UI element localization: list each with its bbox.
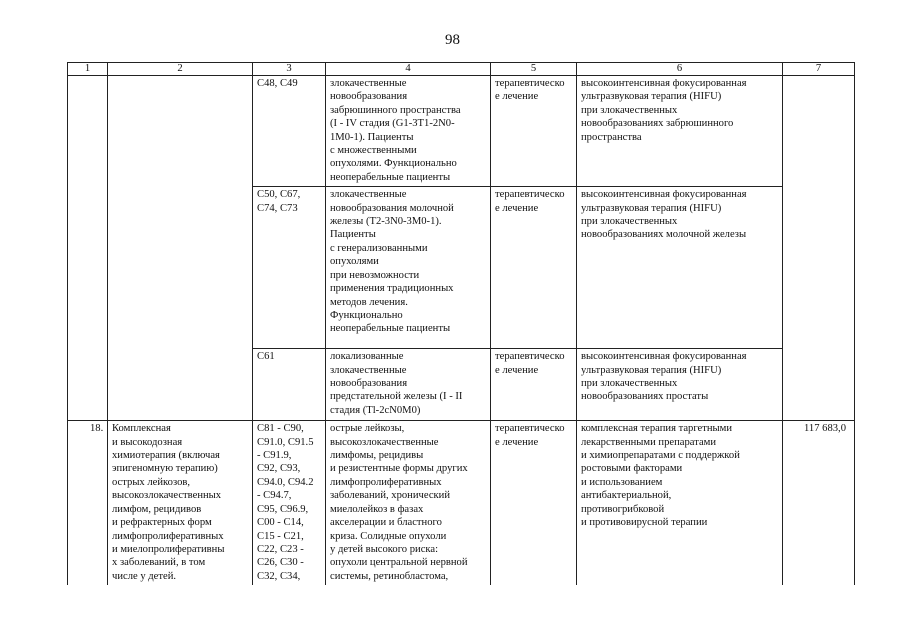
treatment-type-cell: терапевтическо е лечение xyxy=(491,76,577,187)
empty-cell xyxy=(783,76,855,421)
icd-codes-cell: C81 - C90, C91.0, C91.5 - C91.9, C92, C93, C94.0, C94.2 - C94.7, C95, C96.9, C00 - C14, C15 - C21, C22, C23 - C26, C30 - C32, C34, xyxy=(253,421,326,585)
service-name-cell: Комплексная и высокодозная химиотерапия (включая эпигеномную терапию) острых лейкозов, высокозлокачественных лимфом, рецидивов и рефрактерных форм лимфопролиферативных и миелопролиферативны х заболеваний, в том числе у детей. xyxy=(108,421,253,585)
column-number: 7 xyxy=(783,63,855,76)
column-number: 2 xyxy=(108,63,253,76)
diagnosis-cell: злокачественные новообразования забрюшинного пространства (I - IV стадия (G1-3T1-2N0- 1M0-1). Пациенты с множественными опухолями. Функционально неоперабельные пациенты xyxy=(326,76,491,187)
empty-cell xyxy=(108,76,253,421)
services-table xyxy=(67,62,855,585)
treatment-type-cell: терапевтическо е лечение xyxy=(491,421,577,585)
treatment-type-cell: терапевтическо е лечение xyxy=(491,187,577,349)
price-cell: 117 683,0 xyxy=(783,421,855,585)
table-row xyxy=(68,76,855,187)
icd-codes-cell: C61 xyxy=(253,349,326,421)
icd-codes-cell: C50, C67, C74, C73 xyxy=(253,187,326,349)
column-number-row xyxy=(68,63,855,76)
icd-codes-cell: C48, C49 xyxy=(253,76,326,187)
page-number: 98 xyxy=(445,32,460,48)
row-number: 18. xyxy=(68,421,108,585)
method-cell: высокоинтенсивная фокусированная ультразвуковая терапия (HIFU) при злокачественных новообразованиях простаты xyxy=(577,349,783,421)
diagnosis-cell: злокачественные новообразования молочной железы (T2-3N0-3M0-1). Пациенты с генерализованными опухолями при невозможности применения традиционных методов лечения. Функционально неоперабельные пациенты xyxy=(326,187,491,349)
table-row xyxy=(68,421,855,585)
method-cell: высокоинтенсивная фокусированная ультразвуковая терапия (HIFU) при злокачественных новообразованиях забрюшинного пространства xyxy=(577,76,783,187)
column-number: 6 xyxy=(577,63,783,76)
column-number: 5 xyxy=(491,63,577,76)
column-number: 1 xyxy=(68,63,108,76)
treatment-type-cell: терапевтическо е лечение xyxy=(491,349,577,421)
empty-cell xyxy=(68,76,108,421)
method-cell: комплексная терапия таргетными лекарственными препаратами и химиопрепаратами с поддержкой ростовыми факторами и использованием антибактериальной, противогрибковой и противовирусной терапии xyxy=(577,421,783,585)
column-number: 4 xyxy=(326,63,491,76)
diagnosis-cell: локализованные злокачественные новообразования предстательной железы (I - II стадия (Tl-2cN0M0) xyxy=(326,349,491,421)
column-number: 3 xyxy=(253,63,326,76)
diagnosis-cell: острые лейкозы, высокозлокачественные лимфомы, рецидивы и резистентные формы других лимфопролиферативных заболеваний, хронический миелолейкоз в фазах акселерации и бластного криза. Солидные опухоли у детей высокого риска: опухоли центральной нервной системы, ретинобластома, xyxy=(326,421,491,585)
method-cell: высокоинтенсивная фокусированная ультразвуковая терапия (HIFU) при злокачественных новообразованиях молочной железы xyxy=(577,187,783,349)
